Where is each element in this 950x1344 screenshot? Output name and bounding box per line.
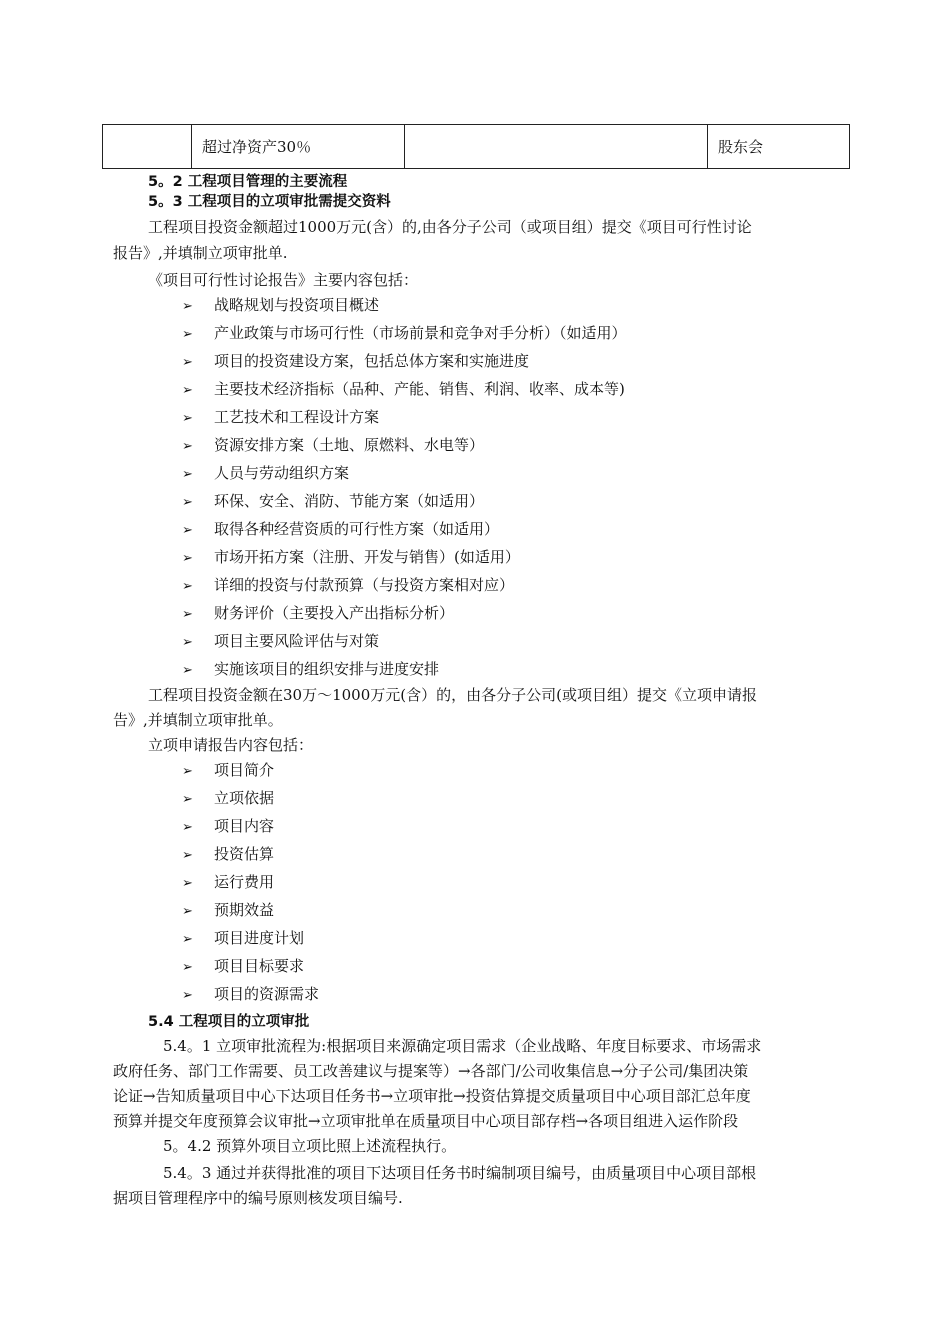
arrow-bullet-icon: ➢	[182, 467, 193, 482]
table-cell	[405, 125, 708, 169]
table-cell: 超过净资产30％	[192, 125, 405, 169]
arrow-bullet-icon: ➢	[182, 327, 193, 342]
arrow-bullet-icon: ➢	[182, 579, 193, 594]
paragraph-line: 报告》,并填制立项审批单.	[113, 244, 288, 262]
heading-5-4: 5.4 工程项目的立项审批	[148, 1014, 310, 1030]
arrow-bullet-icon: ➢	[182, 932, 193, 947]
list-item: ➢ 资源安排方案（土地、原燃料、水电等）	[182, 435, 627, 463]
list-item: ➢ 立项依据	[182, 788, 319, 816]
list-item: ➢ 项目的投资建设方案，包括总体方案和实施进度	[182, 351, 627, 379]
list-item: ➢ 项目进度计划	[182, 928, 319, 956]
paragraph-line: 工程项目投资金额在30万～1000万元(含）的，由各分子公司(或项目组）提交《立项申请报	[148, 686, 757, 704]
list-item: ➢ 项目主要风险评估与对策	[182, 631, 627, 659]
paragraph-line: 据项目管理程序中的编号原则核发项目编号.	[113, 1189, 403, 1207]
list-item: ➢ 环保、安全、消防、节能方案（如适用）	[182, 491, 627, 519]
list-intro: 立项申请报告内容包括：	[148, 736, 314, 754]
paragraph-line: 5.4。3 通过并获得批准的项目下达项目任务书时编制项目编号，由质量项目中心项目部根	[163, 1164, 757, 1182]
table-cell	[103, 125, 192, 169]
arrow-bullet-icon: ➢	[182, 635, 193, 650]
application-contents-list	[182, 760, 319, 1012]
list-item: ➢ 项目的资源需求	[182, 984, 319, 1012]
paragraph-line: 5.4。1 立项审批流程为:根据项目来源确定项目需求（企业战略、年度目标要求、市场需求	[163, 1037, 762, 1055]
arrow-bullet-icon: ➢	[182, 848, 193, 863]
arrow-bullet-icon: ➢	[182, 551, 193, 566]
paragraph-line: 告》,并填制立项审批单。	[113, 711, 283, 729]
arrow-bullet-icon: ➢	[182, 960, 193, 975]
arrow-bullet-icon: ➢	[182, 495, 193, 510]
arrow-bullet-icon: ➢	[182, 988, 193, 1003]
list-item: ➢ 项目目标要求	[182, 956, 319, 984]
approval-table	[102, 124, 850, 169]
paragraph-line: 5。4.2 预算外项目立项比照上述流程执行。	[163, 1137, 457, 1155]
arrow-bullet-icon: ➢	[182, 820, 193, 835]
list-item: ➢ 主要技术经济指标（品种、产能、销售、利润、收率、成本等)	[182, 379, 627, 407]
arrow-bullet-icon: ➢	[182, 764, 193, 779]
list-item: ➢ 预期效益	[182, 900, 319, 928]
list-item: ➢ 财务评价（主要投入产出指标分析）	[182, 603, 627, 631]
arrow-bullet-icon: ➢	[182, 876, 193, 891]
arrow-bullet-icon: ➢	[182, 411, 193, 426]
arrow-bullet-icon: ➢	[182, 383, 193, 398]
list-item: ➢ 实施该项目的组织安排与进度安排	[182, 659, 627, 687]
list-item: ➢ 项目内容	[182, 816, 319, 844]
heading-5-3: 5。3 工程项目的立项审批需提交资料	[148, 194, 391, 210]
list-item: ➢ 运行费用	[182, 872, 319, 900]
arrow-bullet-icon: ➢	[182, 904, 193, 919]
list-intro: 《项目可行性讨论报告》主要内容包括：	[148, 271, 419, 289]
arrow-bullet-icon: ➢	[182, 355, 193, 370]
list-item: ➢ 产业政策与市场可行性（市场前景和竞争对手分析）（如适用）	[182, 323, 627, 351]
list-item: ➢ 投资估算	[182, 844, 319, 872]
feasibility-contents-list	[182, 295, 627, 687]
paragraph-line: 论证→告知质量项目中心下达项目任务书→立项审批→投资估算提交质量项目中心项目部汇总年度	[113, 1087, 751, 1105]
arrow-bullet-icon: ➢	[182, 299, 193, 314]
list-item: ➢ 工艺技术和工程设计方案	[182, 407, 627, 435]
paragraph-line: 工程项目投资金额超过1000万元(含）的,由各分子公司（或项目组）提交《项目可行性讨论	[148, 218, 752, 236]
list-item: ➢ 详细的投资与付款预算（与投资方案相对应）	[182, 575, 627, 603]
arrow-bullet-icon: ➢	[182, 663, 193, 678]
heading-5-2: 5。2 工程项目管理的主要流程	[148, 174, 348, 190]
list-item: ➢ 市场开拓方案（注册、开发与销售）(如适用）	[182, 547, 627, 575]
list-item: ➢ 战略规划与投资项目概述	[182, 295, 627, 323]
arrow-bullet-icon: ➢	[182, 523, 193, 538]
arrow-bullet-icon: ➢	[182, 607, 193, 622]
arrow-bullet-icon: ➢	[182, 439, 193, 454]
list-item: ➢ 取得各种经营资质的可行性方案（如适用）	[182, 519, 627, 547]
arrow-bullet-icon: ➢	[182, 792, 193, 807]
table-cell: 股东会	[708, 125, 850, 169]
paragraph-line: 政府任务、部门工作需要、员工改善建议与提案等）→各部门/公司收集信息→分子公司/集团决策	[113, 1062, 749, 1080]
list-item: ➢ 人员与劳动组织方案	[182, 463, 627, 491]
table-row	[103, 125, 850, 169]
paragraph-line: 预算并提交年度预算会议审批→立项审批单在质量项目中心项目部存档→各项目组进入运作阶段	[113, 1112, 739, 1130]
list-item: ➢ 项目简介	[182, 760, 319, 788]
